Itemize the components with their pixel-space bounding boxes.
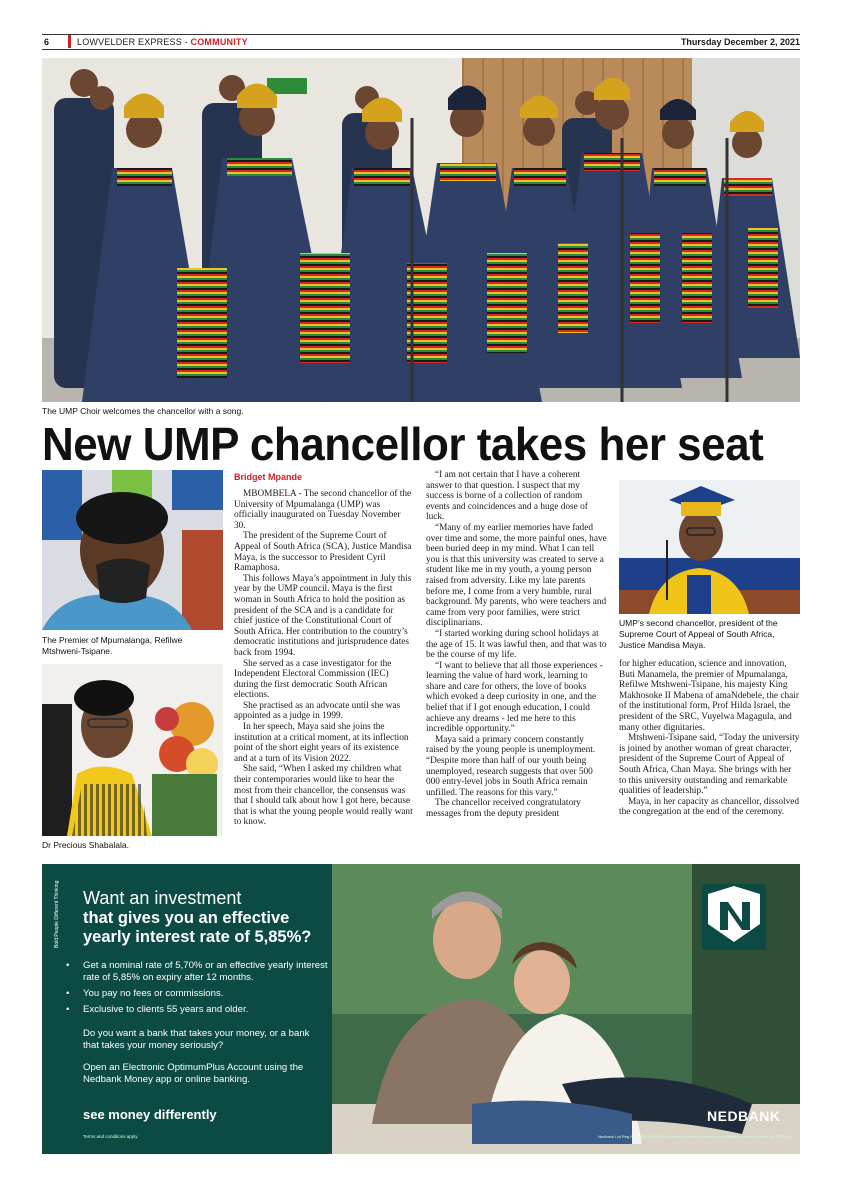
header-bottom-rule [42, 49, 800, 50]
chancellor-photo [619, 480, 800, 614]
choir-caption: The UMP Choir welcomes the chancellor with a song. [42, 406, 244, 416]
list-item: • Exclusive to clients 55 years and older. [66, 1004, 336, 1016]
section-marker [68, 35, 71, 48]
advert-terms: Terms and conditions apply. [83, 1134, 139, 1139]
header-top-rule [42, 34, 800, 35]
paragraph: “I want to believe that all those experiences - learning the value of hard work, learning to share and care for others, the love of books which evoked a deep curiosity in one, and the belief that if I got enough education, I could achieve any dreams - led me here to this incredible opportunity.” [426, 660, 603, 735]
article-column-1 [234, 489, 414, 828]
article-column-2 [426, 470, 607, 820]
shabalala-caption: Dr Precious Shabalala. [42, 840, 129, 850]
paragraph: She said, “When I asked my children what their contemporaries would like to hear the most from their chancellor, the consensus was that I should talk about how I got here, because that is what the young people would really want to know. [234, 764, 413, 828]
headline: New UMP chancellor takes her seat [42, 419, 764, 471]
paragraph: In her speech, Maya said she joins the institution at a critical moment, at its inflection point of the short eight years of its existence and at a turn of its Vision 2022. [234, 722, 409, 764]
paragraph: The president of the Supreme Court of Appeal of South Africa (SCA), Justice Mandisa Maya, is the successor to President Cyril Ramaphosa. [234, 531, 412, 574]
choir-photo [42, 58, 800, 402]
paragraph: “I am not certain that I have a coherent answer to that question. I suspect that my success is borne of a collection of random events and coincidences and a huge dose of luck. [426, 470, 588, 523]
paragraph: Maya said a primary concern constantly raised by the young people is unemployment. “Despite more than half of our youth being unemployed, research suggests that over 500 000 entry-level jobs in South Africa remain unfilled. The reasons for this vary.” [426, 734, 596, 798]
advert-question: Do you want a bank that takes your money, or a bank that takes your money seriously? [83, 1028, 310, 1051]
advert-vertical-tag: Bold People Different Thinking [54, 880, 60, 948]
list-item: • Get a nominal rate of 5,70% or an effective yearly interest rate of 5,85% on expiry after 12 months. [66, 960, 336, 984]
paragraph: This follows Maya’s appointment in July this year by the UMP council. Maya is the first woman in South Africa to hold the position as president of the SCA and is a candidate for chief justice of the Constitutional Court of South Africa. Her contribution to the country’s democratic institutions and jurisprudence dates back from 1994. [234, 573, 412, 658]
advert-legal: Nedbank Ltd Reg No 1951/000009/06. Licensed financial services and registered credit provider (NCRCP16). [598, 1134, 792, 1139]
page-number: 6 [44, 37, 50, 47]
premier-caption: The Premier of Mpumalanga, Refilwe Mtshweni-Tsipane. [42, 635, 183, 656]
paragraph: MBOMBELA - The second chancellor of the University of Mpumalanga (UMP) was officially inaugurated on Tuesday November 30. [234, 489, 412, 531]
publication-name [77, 37, 248, 47]
paragraph: The chancellor received congratulatory messages from the deputy president [426, 798, 581, 819]
paragraph: for higher education, science and innovation, Buti Manamela, the premier of Mpumalanga, Refilwe Mtshweni-Tsipane, his majesty King Makhosoke II Mabena of amaNdebele, the chair of the institutional form, Prof Hilda Israel, the president of the SRC, Vuyelwa Magagula, and many other dignitaries. [619, 659, 799, 733]
section-label: COMMUNITY [190, 37, 248, 47]
list-item: • You pay no fees or commissions. [66, 988, 336, 1000]
advert-call-to-action: Open an Electronic OptimumPlus Account using the Nedbank Money app or online banking. [83, 1062, 304, 1085]
nedbank-wordmark: NEDBANK [707, 1108, 781, 1124]
paragraph: Maya, in her capacity as chancellor, dissolved the congregation at the end of the ceremony. [619, 796, 800, 818]
article-column-3 [619, 659, 800, 818]
publication-label: LOWVELDER EXPRESS - [77, 37, 191, 47]
advert-headline-1: Want an investment [83, 888, 242, 908]
shabalala-photo [42, 664, 223, 836]
issue-date: Thursday December 2, 2021 [680, 37, 800, 47]
paragraph: “Many of my earlier memories have faded over time and some, the more painful ones, have been buried deep in my mind. What I can tell you is that this university was created to serve a student like me in my youth, a young person raised from adversity. Like my late parents before me, I come from a very humble, rural background. My parents, who were teachers and came from very poor families, were strict disciplinarians. [426, 522, 607, 629]
paragraph: She practised as an advocate until she was appointed as a judge in 1999. [234, 700, 401, 722]
paragraph: Mtshweni-Tsipane said, “Today the university is joined by another woman of great character, president of the Supreme Court of Appeal of South Africa, Chan Maya. She brings with her to this university outstanding and remarkable qualities of leadership.” [619, 733, 800, 797]
paragraph: She served as a case investigator for the Independent Electoral Commission (IEC) during the first democratic South African elections. [234, 658, 392, 701]
advert-headline-2: that gives you an effective [83, 909, 290, 927]
advert-headline-3: yearly interest rate of 5,85%? [83, 928, 312, 946]
chancellor-caption: UMP’s second chancellor, president of the Supreme Court of Appeal of South Africa, Justice Mandisa Maya. [619, 618, 778, 650]
byline: Bridget Mpande [234, 472, 303, 482]
premier-photo [42, 470, 223, 630]
nedbank-advert [42, 864, 800, 1154]
paragraph: “I started working during school holidays at the age of 15. It was lawful then, and that was to be the course of my life. [426, 628, 607, 661]
advert-benefits-list [66, 960, 336, 1020]
advert-tagline: see money differently [83, 1107, 217, 1122]
